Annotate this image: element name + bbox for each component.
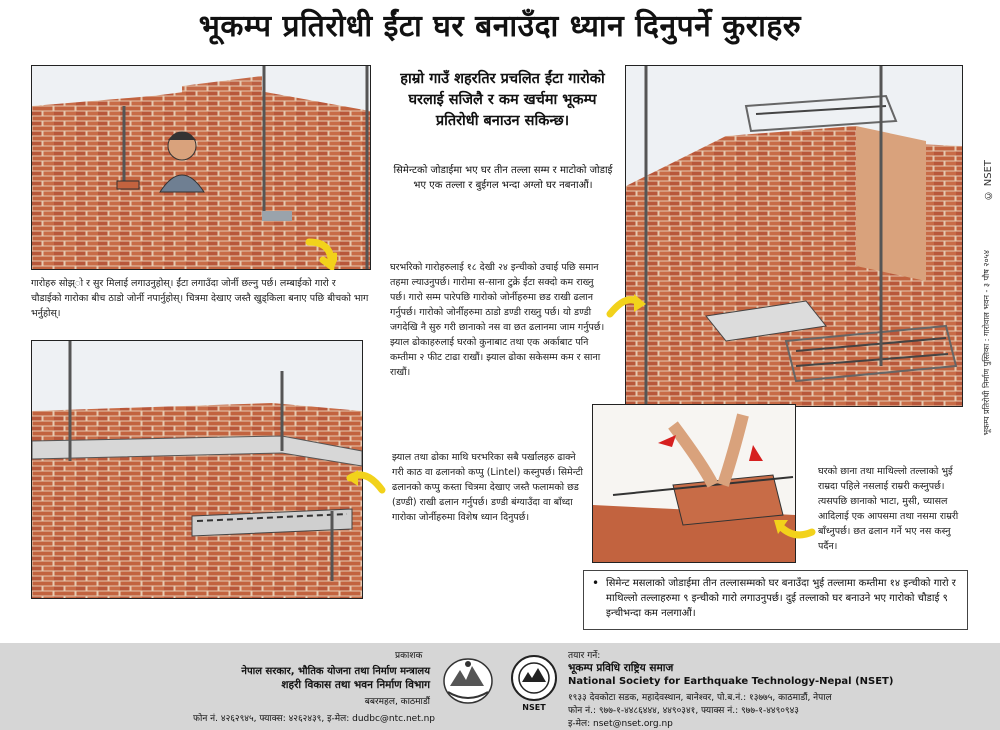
footer-right-phone: फोन नं.: ९७७-१-४४८६४४४, ४४९०३४१, फ्याक्स नं.: ९७७-१-४४९०९४३ [568,706,799,716]
footer-nset-english: National Society for Earthquake Technology-Nepal (NSET) [568,676,894,687]
footer-prepared-label: तयार गर्ने: [568,651,601,661]
bullet-icon: • [592,576,600,590]
arrow-icon [303,236,337,270]
illustration-rebar-tie [592,404,796,563]
caption-roof: घरको छाना तथा माथिल्लो तल्लाको भुई राम्रदा पहिले नसलाई राम्ररी कस्नुपर्छ। त्यसपछि छानाको भाटा, मुसी, च्यासल आदिलाई एक आपसमा तथा नसमा राम्ररी बाँध्नुपर्छ। छत ढलान गर्ने भए नस कस्नु पर्दैन। [818,466,959,552]
arrow-icon [772,512,816,542]
footer-nset-nepali: भूकम्प प्रविधि राष्ट्रिय समाज [568,662,674,674]
footer-right-email: इ-मेल: nset@nset.org.np [568,719,673,729]
nepal-government-emblem [440,656,496,706]
arrow-icon [606,290,646,320]
footer-right-address: १९३३ देवकोटा सडक, महादेवस्थान, बानेश्वर, पो.ब.नं.: १३७७५, काठमाडौं, नेपाल [568,693,832,703]
arrow-icon [346,468,386,498]
footer-left-address: बबरमहल, काठमाडौं [364,697,430,707]
intro-sub: सिमेन्टको जोडाईमा भए घर तीन तल्ला सम्म र माटोको जोडाई भए एक तल्ला र बुईगल भन्दा अग्लो घर नबनाऔं। [393,165,613,191]
caption-brick-bond: गारोहरु सोझ्ो र सुर मिलाई लगाउनुहोस्। ईंटा लगाउँदा जोर्नी छल्नु पर्छ। लम्बाईको गारो र चौडाईको गारोका बीच ठाडो जोर्नी नपार्नुहोस्। चित्रमा देखाए जस्तै खुड्किला बनाए पछि बीचको भाग भर्नुहोस्। [31,278,369,319]
note-box [583,570,968,630]
footer-ministry: नेपाल सरकार, भौतिक योजना तथा निर्माण मन्त्रालय [241,666,430,677]
copyright-credit: © NSET [983,160,994,201]
nset-logo-text: NSET [522,703,546,712]
footer-left-contact: फोन नं. ४२६२९४५, फ्याक्स: ४२६२४३९, इ-मेल: dudbc@ntc.net.np [193,714,435,724]
note-text: सिमेन्ट मसलाको जोडाईमा तीन तल्लासम्मको घर बनाउँदा भुई तल्लामा कम्तीमा १४ इन्चीको गारो र माथिल्लो तल्लाहरुमा ९ इन्चीको गारो लगाउनुपर्छ। दुई तल्लाको घर बनाउने भए गारोको चौडाई ९ इन्चीभन्दा कम नलगाऔं। [606,578,956,619]
illustration-ring-beam [625,65,963,407]
caption-wall-height: घरभरिको गारोहरुलाई १८ देखी २४ इन्चीको उचाई पछि समान तहमा ल्याउनुपर्छ। गारोमा स-साना टुक्रे ईंटा सक्दो कम राख्नु पर्छ। गारो सम्म पारेपछि गारोको जोर्नीहरुमा छड राखी ढलान गर्नुपर्छ। गारोको जोर्नीहरुमा ठाडो डण्डी राख्नु पर्छ। यो डण्डी जगदेखि नै सुरु गरी छानाको नस वा छत ढलानमा जाम गर्नुपर्छ। झ्याल ढोकाहरुलाई घरको कुनाबाट तथा एक अर्काबाट पनि कम्तीमा २ फीट टाढा राखौं। झ्याल ढोका सकेसम्म कम र साना राखौं। [390,262,605,378]
intro-lead: हाम्रो गाउँ शहरतिर प्रचलित ईंटा गारोको घरलाई सजिलै र कम खर्चमा भूकम्प प्रतिरोधी बनाउन सकिन्छ। [400,70,605,129]
poster-title: भूकम्प प्रतिरोधी ईंटा घर बनाउँदा ध्यान दिनुपर्ने कुराहरु [198,9,802,44]
nset-logo [508,654,560,712]
illustration-lintel [31,340,363,599]
footer-department: शहरी विकास तथा भवन निर्माण विभाग [281,679,430,691]
side-series-text: भूकम्प प्रतिरोधी निर्माण पुस्तिका : गारोवाल भवन - ३ पौष २०५४ [982,250,991,436]
caption-lintel: झ्याल तथा ढोका माथि घरभरिका सबै पर्खालहरु ढाक्ने गरी काठ वा ढलानको कप्पु (Lintel) कस्नुपर्छ। सिमेन्टी ढलानको कप्पु कस्ता चित्रमा देखाए जस्तै फलामको छड (डण्डी) राखी ढलान गर्नुपर्छ। डण्डी बंग्याउँदा वा बाँध्दा गारोका जोर्नीहरुमा विशेष ध्यान दिनुपर्छ। [392,452,583,523]
footer-publisher-label: प्रकाशक [395,651,423,661]
